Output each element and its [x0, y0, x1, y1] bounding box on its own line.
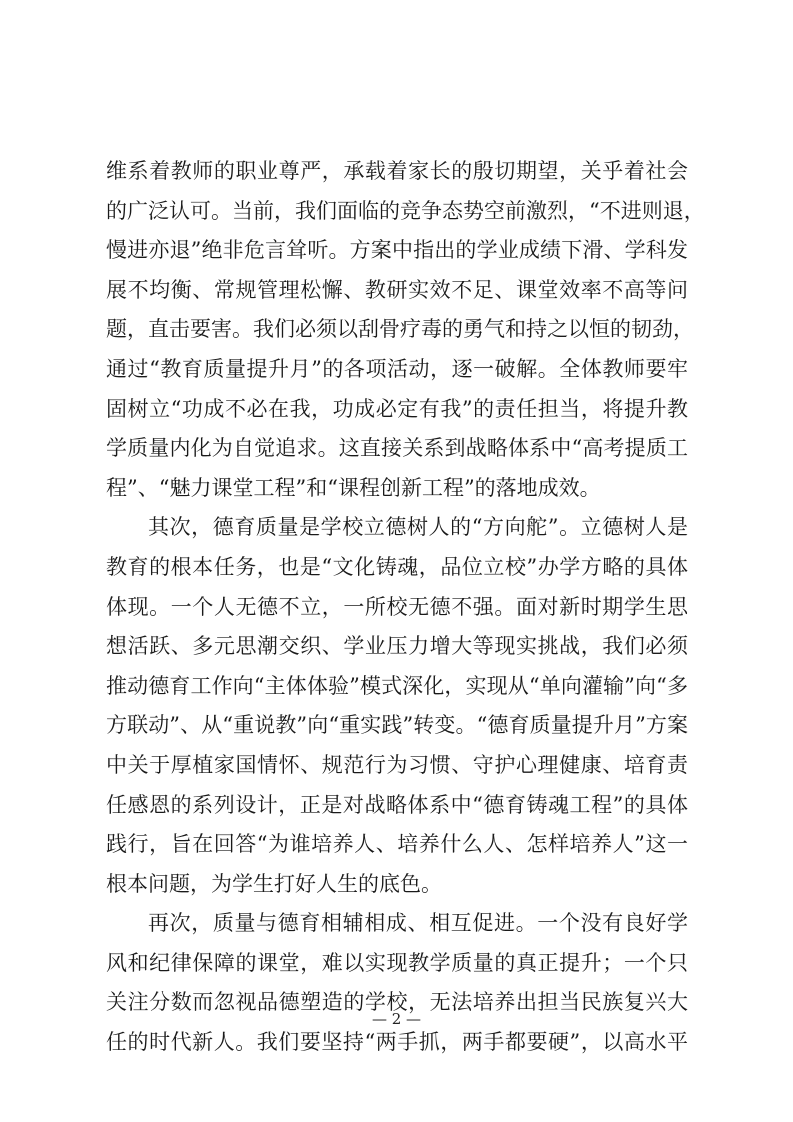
text-line: 通过“教育质量提升月”的各项活动，逐一破解。全体教师要牢	[106, 356, 688, 381]
text-line: 慢进亦退”绝非危言耸听。方案中指出的学业成绩下滑、学科发	[106, 238, 688, 263]
text-line: 教育的根本任务，也是“文化铸魂，品位立校”办学方略的具体	[106, 554, 688, 579]
page-number: — 2 —	[371, 1010, 422, 1028]
text-line: 任感恩的系列设计，正是对战略体系中“德育铸魂工程”的具体	[106, 792, 688, 817]
text-line: 固树立“功成不必在我，功成必定有我”的责任担当，将提升教	[106, 396, 688, 421]
text-line: 展不均衡、常规管理松懈、教研实效不足、课堂效率不高等问	[106, 277, 688, 302]
text-line: 学质量内化为自觉追求。这直接关系到战略体系中“高考提质工	[106, 436, 688, 461]
text-line: 风和纪律保障的课堂，难以实现教学质量的真正提升；一个只	[106, 950, 688, 975]
text-line: 题，直击要害。我们必须以刮骨疗毒的勇气和持之以恒的韧劲，	[106, 317, 694, 342]
body-text	[106, 152, 705, 1063]
text-line: 任的时代新人。我们要坚持“两手抓，两手都要硬”，以高水平	[106, 1030, 688, 1055]
text-line: 体现。一个人无德不立，一所校无德不强。面对新时期学生思	[106, 594, 688, 619]
text-line: 关注分数而忽视品德塑造的学校，无法培养出担当民族复兴大	[106, 990, 688, 1015]
text-line: 根本问题，为学生打好人生的底色。	[106, 871, 442, 896]
text-line: 践行，旨在回答“为谁培养人、培养什么人、怎样培养人”这一	[106, 832, 688, 857]
text-line: 中关于厚植家国情怀、规范行为习惯、守护心理健康、培育责	[106, 752, 688, 777]
text-line: 其次，德育质量是学校立德树人的“方向舵”。立德树人是	[148, 515, 688, 540]
text-line: 的广泛认可。当前，我们面临的竞争态势空前激烈，“不进则退，	[106, 198, 705, 223]
text-line: 想活跃、多元思潮交织、学业压力增大等现实挑战，我们必须	[106, 634, 688, 659]
text-line: 再次，质量与德育相辅相成、相互促进。一个没有良好学	[148, 911, 688, 936]
text-line: 方联动”、从“重说教”向“重实践”转变。“德育质量提升月”方案	[106, 713, 688, 738]
text-line: 推动德育工作向“主体体验”模式深化，实现从“单向灌输”向“多	[106, 673, 688, 698]
text-line: 维系着教师的职业尊严，承载着家长的殷切期望，关乎着社会	[106, 159, 688, 183]
text-line: 程”、“魅力课堂工程”和“课程创新工程”的落地成效。	[106, 475, 601, 500]
